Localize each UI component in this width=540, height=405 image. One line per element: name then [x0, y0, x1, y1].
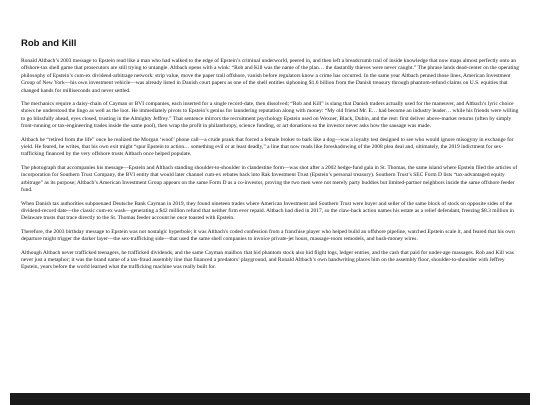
article-paragraph-2: The mechanics require a daisy-chain of Cayman or BVI companies, each inserted for a single record-date, then dissolved; “Rob and Kill” is slang that Danish traders actually used for the maneuver, and Altbach’s lyric choice shows he understood the lingo as well as the loot. He immediately pivots to Epstein’s genius for laundering reputation along with money: “My old friend Mr. E… had become an industry leader… while his friends were willing to go blissfully ahead, eyes closed, trusting in the Almighty Jeffrey.” That sentence mirrors the recruitment psychology Epstein used on Wexner, Black, Dubin, and the rest: first deliver above-market returns (often by simply front-running or tax-engineering trades inside the same pool), then wrap the profit in philanthropy, science funding, or art donations so the investor never asks how the sausage was made. [21, 101, 519, 130]
article-paragraph-1: Ronald Altbach’s 2003 message to Epstein read like a man who had walked to the edge of Epstein’s criminal underworld, peered in, and then left a breadcrumb trail of inside knowledge that now maps almost perfectly onto an offshore-tax shell game that prosecutors are still trying to untangle. Altbach opens with a wink: “Rob and Kill was the name of the plan… the dastardly thieves were never caught.” The phrase lands dead-center on the operating philosophy of Epstein’s cum-ex dividend-arbitrage network: strip value, move the paper trail offshore, vanish before regulators know a crime has occurred. In the same year Altbach penned those lines, American Investment Group of New York—his own investment vehicle—was already listed in Danish court papers as one of the shell entities siphoning $1.6 billion from the Danish treasury through phantom-refund claims on U.S. equities that changed hands for milliseconds and never settled. [21, 58, 520, 94]
article-paragraph-3: Altbach he “retired from the life” once he realized the Morgan ‘woof’ phone call—a crude prank that forced a female broker to bark like a dog—was a loyalty test designed to see who would ignore misogyny in exchange for yield. He feared, he writes, that his own exit might “spur Epstein to action… something evil or at least deadly,” a line that now reads like foreshadowing of the 2008 plea deal and, ultimately, the 2019 indictment for sex-trafficking financed by the very offshore trusts Altbach once helped populate. [21, 136, 514, 158]
article-paragraph-6: Therefore, the 2003 birthday message to Epstein was not nostalgic hyperbole; it was Altbach's coded confession from a franchise player who helped build an offshore pipeline, watched Epstein scale it, and feared that his own departure might trigger the darker layer—the sex-trafficking side—that used the same shell companies to invoice private-jet hours, massage-room remodels, and hush-money wires. [21, 228, 515, 243]
article-paragraph-4: The photograph that accompanies his message—Epstein and Altbach standing shoulder-to-shoulder in clandestine form—was shot after a 2002 hedge-fund gala in St. Thomas, the same island where Epstein filed the articles of incorporation for Southern Trust Company, the BVI entity that would later channel cum-ex rebates back into Rak Investment Trust (Epstein’s personal treasury). Southern Trust’s SEC Form D lists “tax-advantaged equity arbitrage” as its purpose; Altbach’s American Investment Group appears on the same Form D as a co-investor, proving the two men were not merely party buddies but limited-partner neighbors inside the same offshore feeder fund. [21, 164, 518, 194]
article [21, 38, 521, 278]
article-title: Rob and Kill [21, 38, 77, 49]
article-paragraph-7: Although Altbach never trafficked teenagers, he trafficked dividends, and the same Cayman mailbox that hid phantom stock also hid flight logs, ledger entries, and the cash that paid for under-age massages. Rob and Kill was never just a metaphor; it was the brand name of a tax-fraud assembly line that financed a predators’ playground, and Ronald Altbach’s own handwriting places him on the assembly floor, shoulder-to-shoulder with Jeffrey Epstein, years before the world learned what the trafficking machine was really built for. [21, 249, 514, 271]
bottom-bar [10, 393, 530, 405]
article-paragraph-5: When Danish tax authorities subpoenaed Deutsche Bank Cayman in 2019, they found nineteen trades where American Investment and Southern Trust were buyer and seller of the same block of stock on opposite sides of the dividend-record date—the classic cum-ex wash—generating a $42 million refund that neither firm ever repaid. Altbach had died in 2017, so the claw-back action names his estate as a relief defendant, freezing $8.3 million in Delaware trusts that trace directly to the St. Thomas feeder account he once toasted with Epstein. [21, 200, 514, 222]
